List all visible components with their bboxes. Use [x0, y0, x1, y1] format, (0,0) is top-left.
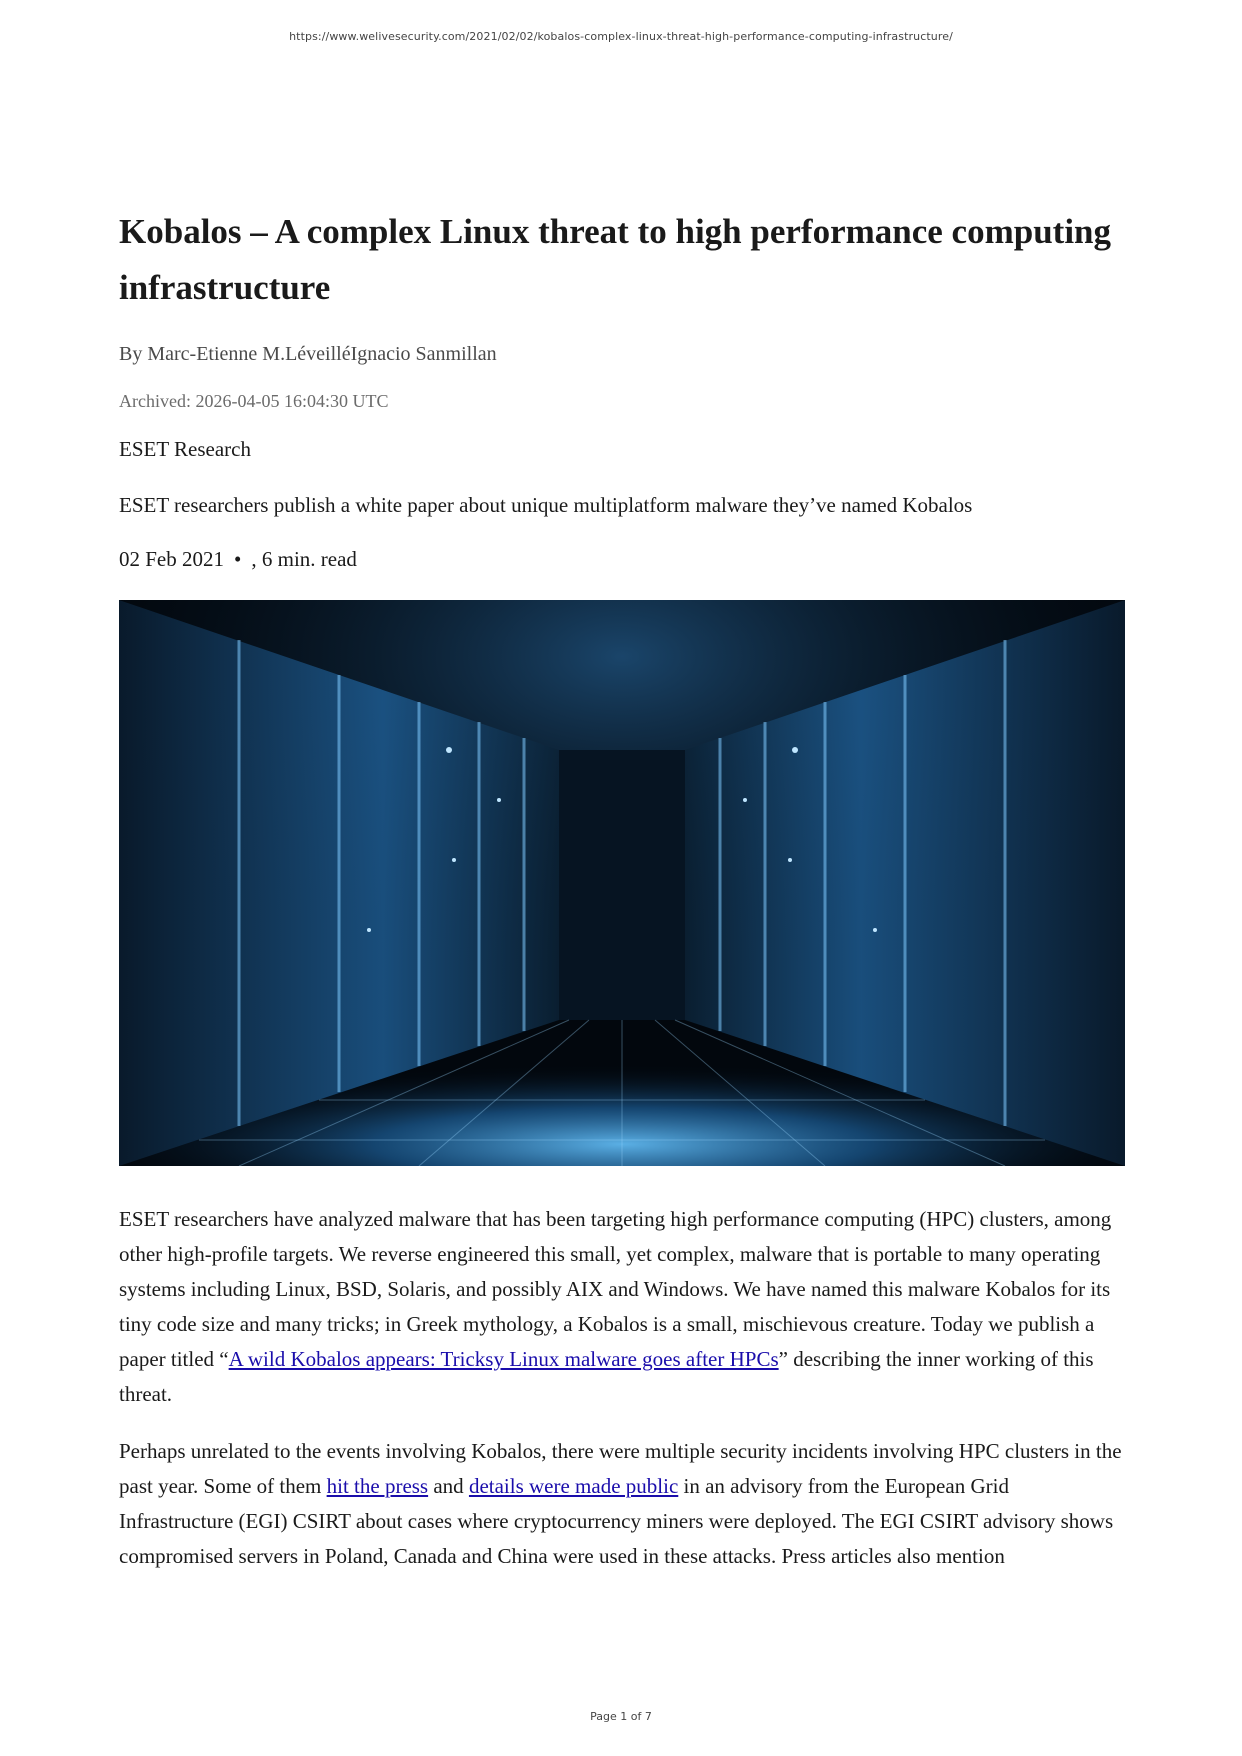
page-number: Page 1 of 7 — [590, 1710, 652, 1723]
paragraph-text: and — [428, 1474, 469, 1498]
paragraph-2 — [119, 1434, 1125, 1574]
read-time: , 6 min. read — [251, 547, 357, 571]
paragraph-text: Perhaps unrelated to the events involving Kobalos, there were multiple security incidents involving HPC clusters in the past year. Some of them — [119, 1439, 1122, 1498]
paragraph-text: ESET researchers have analyzed malware that has been targeting high performance computing (HPC) clusters, among other high-profile targets. We reverse engineered this small, yet complex, malware that is portable to many operating systems including Linux, BSD, Solaris, and possibly AIX and Windows. We have named this malware Kobalos for its tiny code size and many tricks; in Greek mythology, a Kobalos is a small, mischievous creature. Today we publish a paper titled “ — [119, 1207, 1112, 1371]
article-meta — [119, 544, 1125, 574]
white-paper-link[interactable]: A wild Kobalos appears: Tricksy Linux malware goes after HPCs — [228, 1347, 779, 1371]
page-url: https://www.welivesecurity.com/2021/02/02/kobalos-complex-linux-threat-high-performance-computing-infrastructure/ — [289, 30, 953, 43]
server-room-icon — [119, 600, 1125, 1166]
category-label: ESET Research — [119, 437, 251, 461]
paragraph-1 — [119, 1202, 1125, 1412]
article-body — [119, 1202, 1125, 1574]
details-made-public-link[interactable]: details were made public — [468, 1474, 679, 1498]
hero-image — [119, 600, 1125, 1166]
article-subtitle: ESET researchers publish a white paper about unique multiplatform malware they’ve named Kobalos — [119, 493, 973, 517]
archived-timestamp: Archived: 2026-04-05 16:04:30 UTC — [119, 391, 389, 411]
hit-the-press-link[interactable]: hit the press — [326, 1474, 429, 1498]
paragraph-text: in an advisory from the European Grid Infrastructure (EGI) CSIRT about cases where cryptocurrency miners were deployed. The EGI CSIRT advisory shows compromised servers in Poland, Canada and China were used in these attacks. Press articles also mention — [119, 1474, 1114, 1568]
article-title: Kobalos – A complex Linux threat to high performance computing infrastructure — [119, 212, 1112, 307]
separator-dot: • — [234, 547, 242, 571]
byline: By Marc-Etienne M.LéveilléIgnacio Sanmillan — [119, 343, 497, 365]
paragraph-text: ” describing the inner working of this threat. — [119, 1347, 1094, 1406]
publish-date: 02 Feb 2021 — [119, 547, 224, 571]
article — [119, 204, 1125, 1574]
